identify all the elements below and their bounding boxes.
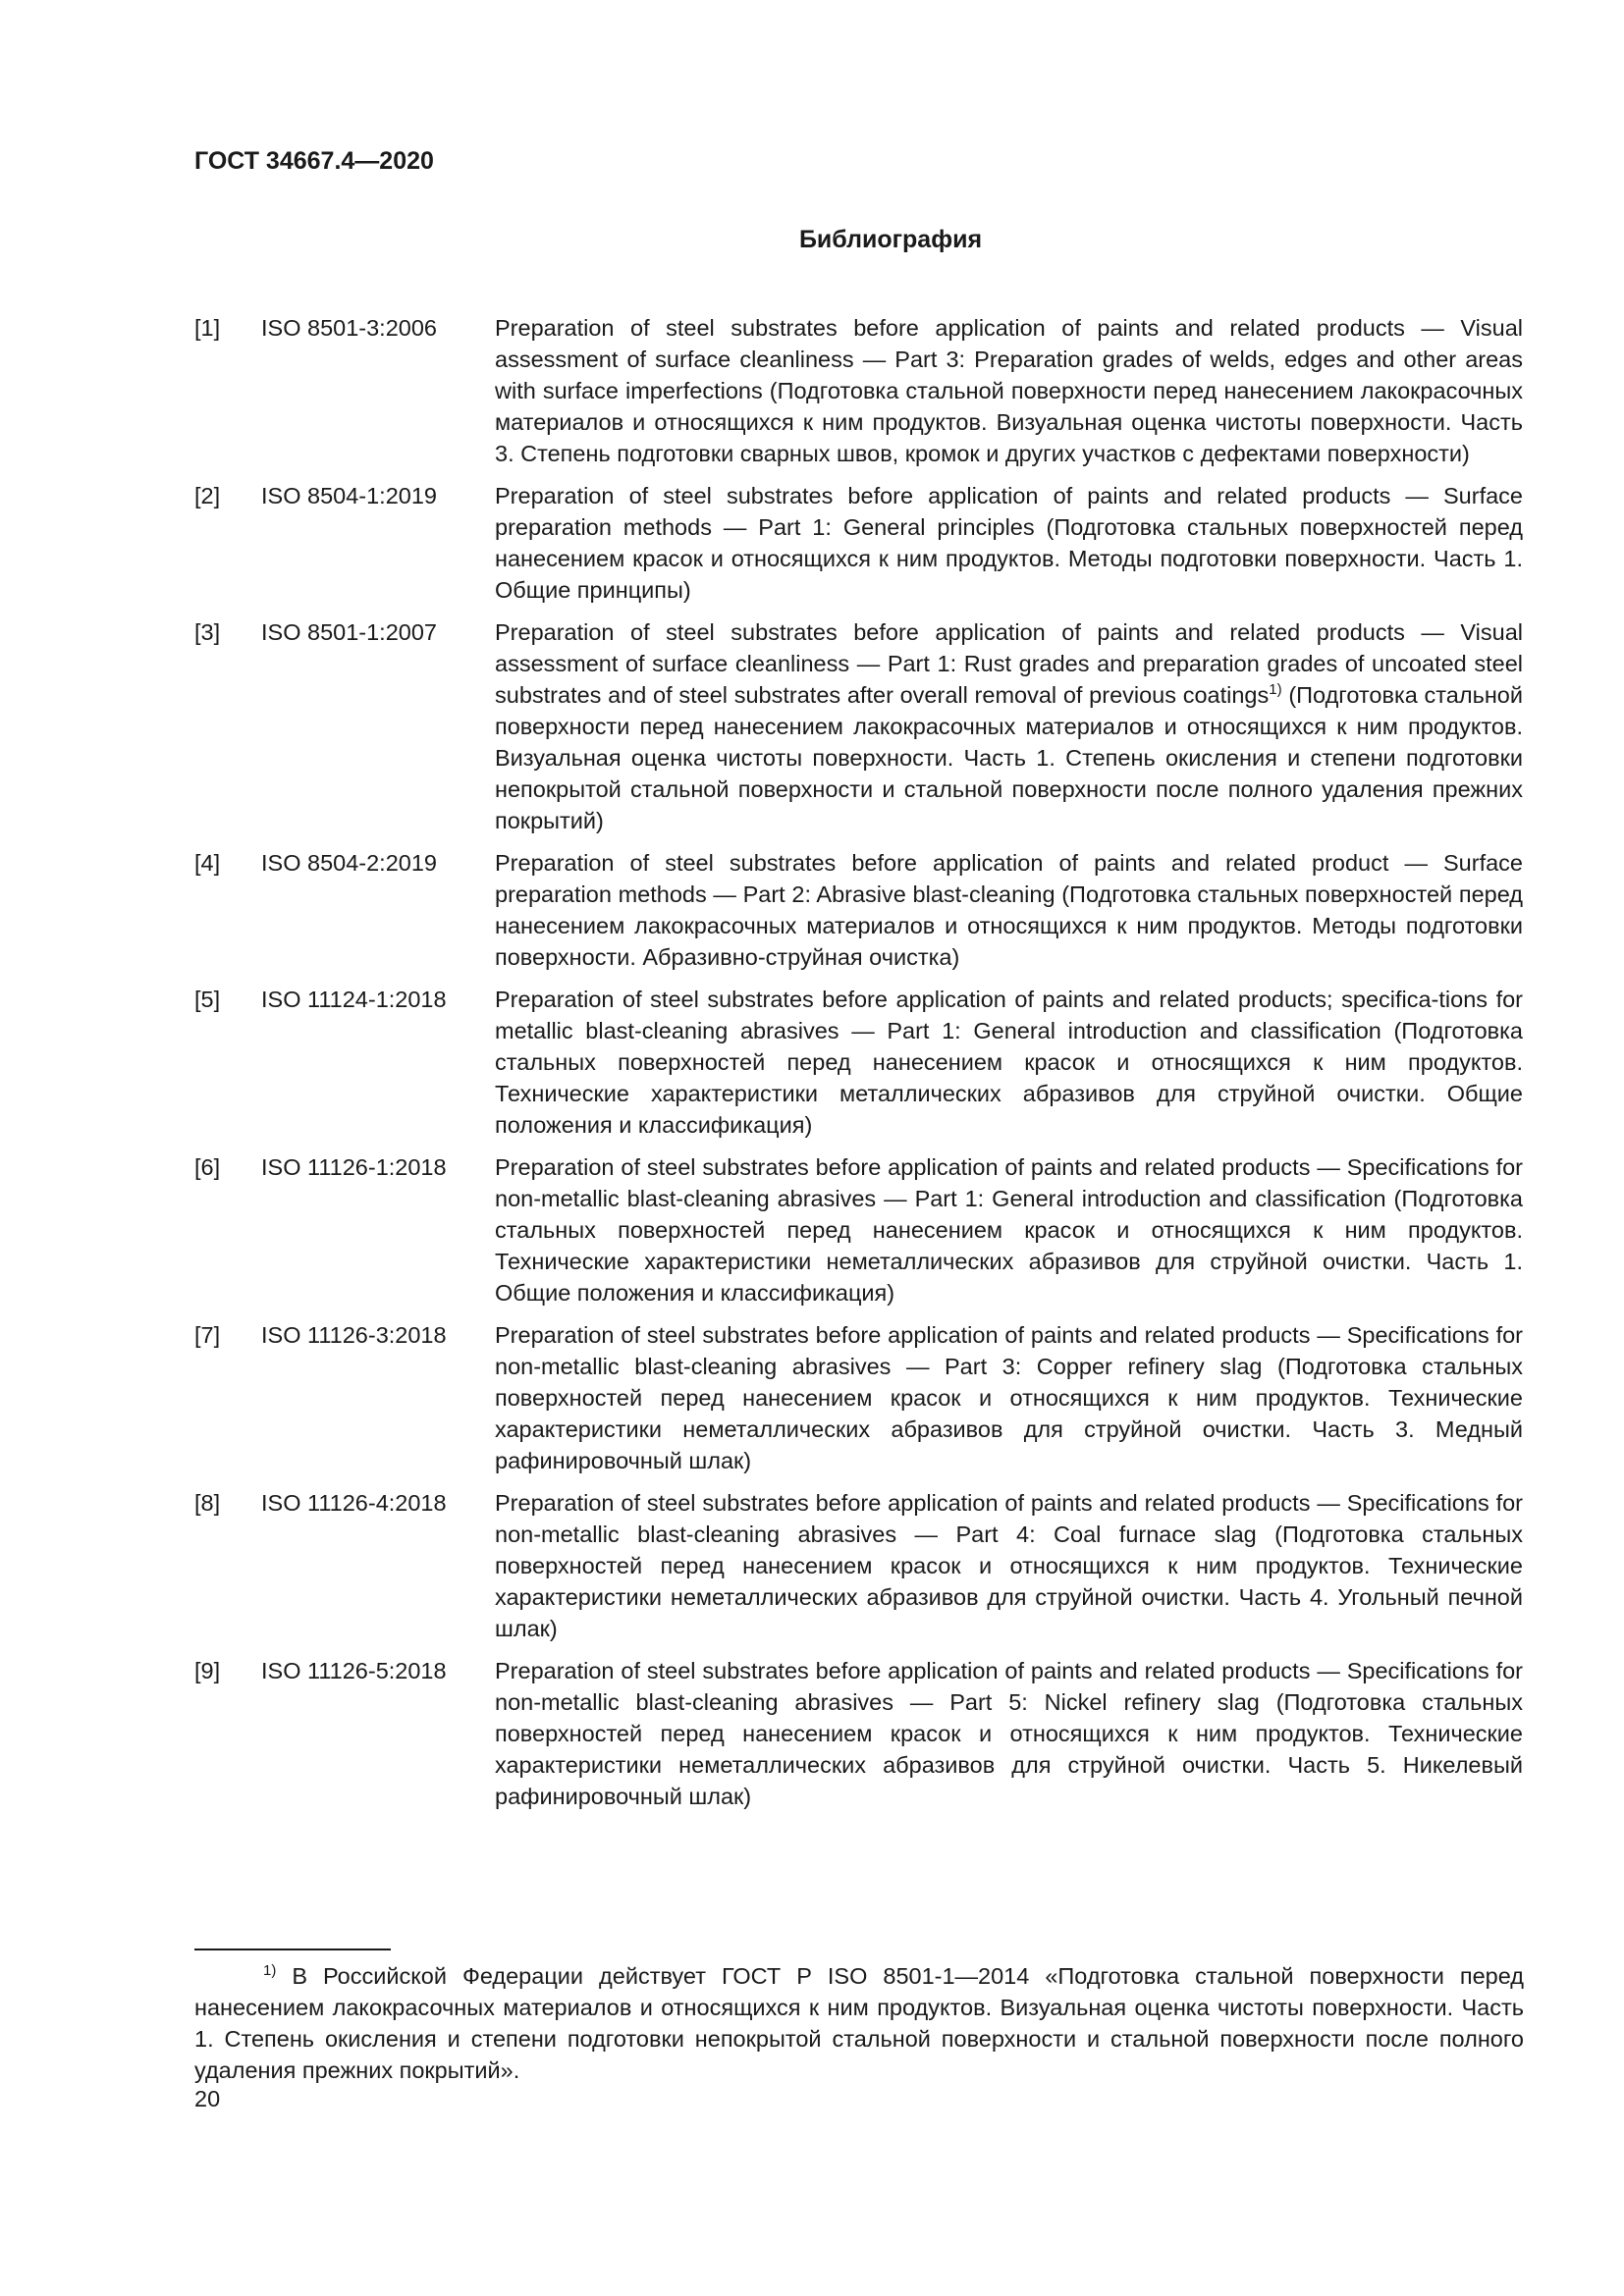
entry-description: Preparation of steel substrates before application of paints and related products — Specifications for non-metallic blast-cleaning abrasives — Part 5: Nickel refinery slag (Подготовка стальных поверхностей перед нанесением красок и относящихся к ним продуктов. Технические характеристики неметаллических абразивов для струйной очистки. Часть 5. Никелевый рафинировочный шлак) [495, 1658, 1523, 1809]
page-number: 20 [194, 2086, 221, 2111]
entry-description: Preparation of steel substrates before application of paints and related products — Surface preparation methods — Part 1: General principles (Подготовка стальных поверхностей перед нанесением красок и относящихся к ним продуктов. Методы подготовки поверхности. Часть 1. Общие принципы) [495, 483, 1523, 603]
footnote [194, 1960, 1524, 2086]
bibliography-entry [194, 1151, 1524, 1308]
entry-code: ISO 8501-3:2006 [261, 315, 437, 341]
entry-description [495, 616, 1523, 836]
bibliography-entry [194, 480, 1524, 606]
entry-description: Preparation of steel substrates before application of paints and related products — Specifications for non-metallic blast-cleaning abrasives — Part 3: Copper refinery slag (Подготовка стальных поверхностей перед нанесением красок и относящихся к ним продуктов. Технические характеристики неметаллических абразивов для струйной очистки. Часть 3. Медный рафинировочный шлак) [495, 1322, 1523, 1473]
entry-number: [1] [194, 315, 221, 341]
footnote-marker: 1) [263, 1962, 277, 1980]
entry-number: [3] [194, 619, 221, 645]
entry-code: ISO 11126-5:2018 [261, 1658, 447, 1683]
bibliography-entry [194, 312, 1524, 469]
bibliography-entry [194, 616, 1524, 836]
entry-description: Preparation of steel substrates before application of paints and related products — Specifications for non-metallic blast-cleaning abrasives — Part 1: General introduction and classification (Подготовка стальных поверхностей перед нанесением красок и относящихся к ним продуктов. Технические характеристики неметаллических абразивов для струйной очистки. Часть 1. Общие положения и классификация) [495, 1154, 1523, 1306]
page-title: Библиография [798, 226, 983, 253]
entry-code: ISO 11124-1:2018 [261, 987, 447, 1012]
bibliography-entry [194, 847, 1524, 973]
bibliography-entry [194, 1319, 1524, 1476]
entry-code: ISO 8504-2:2019 [261, 850, 437, 876]
entry-number: [9] [194, 1658, 221, 1683]
entry-description: Preparation of steel substrates before application of paints and related product — Surface preparation methods — Part 2: Abrasive blast-cleaning (Подготовка стальных поверхностей перед нанесением лакокрасочных материалов и относящихся к ним продуктов. Методы подготовки поверхности. Абразивно-струйная очистка) [495, 850, 1523, 970]
entry-description: Preparation of steel substrates before application of paints and related products — Specifications for non-metallic blast-cleaning abrasives — Part 4: Coal furnace slag (Подготовка стальных поверхностей перед нанесением красок и относящихся к ним продуктов. Технические характеристики неметаллических абразивов для струйной очистки. Часть 4. Угольный печной шлак) [495, 1490, 1523, 1641]
entry-code: ISO 11126-4:2018 [261, 1490, 447, 1516]
bibliography-entry [194, 1487, 1524, 1644]
entry-description: Preparation of steel substrates before application of paints and related products; specifica-tions for metallic blast-cleaning abrasives — Part 1: General introduction and classification (Подготовка стальных поверхностей перед нанесением красок и относящихся к ним продуктов. Технические характеристики металлических абразивов для струйной очистки. Общие положения и классификация) [495, 987, 1523, 1138]
entry-number: [5] [194, 987, 221, 1012]
footnote-reference: 1) [1269, 681, 1282, 699]
footnote-divider [194, 1949, 391, 1950]
entry-number: [2] [194, 483, 221, 508]
entry-text: Preparation of steel substrates before application of paints and related products — Visual assessment of surface cleanliness — Part 1: Rust grades and preparation grades of uncoated steel substrates and of steel substrates after overall removal of previous coatings [495, 619, 1523, 708]
entry-number: [7] [194, 1322, 221, 1348]
entry-code: ISO 11126-3:2018 [261, 1322, 447, 1348]
entry-description: Preparation of steel substrates before application of paints and related products — Visual assessment of surface cleanliness — Part 3: Preparation grades of welds, edges and other areas with surface imperfections (Подготовка стальной поверхности перед нанесением лакокрасочных материалов и относящихся к ним продуктов. Визуальная оценка чистоты поверхности. Часть 3. Степень подготовки сварных швов, кромок и других участков с дефектами поверхности) [495, 315, 1523, 466]
entry-code: ISO 8501-1:2007 [261, 619, 437, 645]
footnote-text: В Российской Федерации действует ГОСТ Р ISO 8501-1—2014 «Подготовка стальной поверхности перед нанесением лакокрасочных материалов и относящихся к ним продуктов. Визуальная оценка чистоты поверхности. Часть 1. Степень окисления и степени подготовки непокрытой стальной поверхности и стальной поверхности после полного удаления прежних покрытий». [194, 1963, 1524, 2083]
bibliography-entry [194, 1655, 1524, 1812]
entry-text-continued: (Подготовка стальной поверхности перед нанесением лакокрасочных материалов и относящихся к ним продуктов. Визуальная оценка чистоты поверхности. Часть 1. Степень окисления и степени подготовки непокрытой стальной поверхности и стальной поверхности после полного удаления прежних покрытий) [495, 682, 1523, 833]
document-header: ГОСТ 34667.4—2020 [194, 147, 434, 175]
entry-code: ISO 11126-1:2018 [261, 1154, 447, 1180]
entry-number: [6] [194, 1154, 221, 1180]
bibliography-list [194, 312, 1524, 1823]
entry-number: [4] [194, 850, 221, 876]
entry-number: [8] [194, 1490, 221, 1516]
bibliography-entry [194, 984, 1524, 1141]
entry-code: ISO 8504-1:2019 [261, 483, 437, 508]
